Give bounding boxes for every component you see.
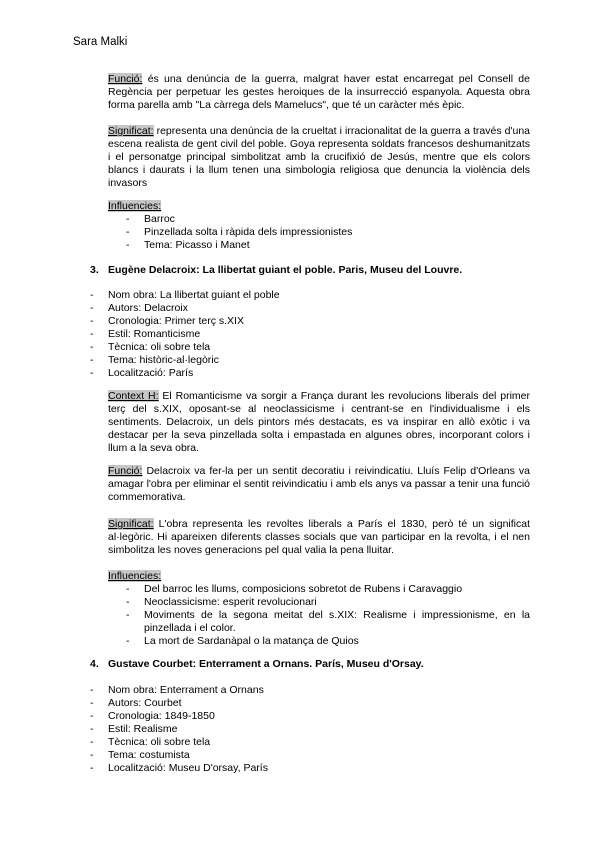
context-label: Context H: — [108, 390, 159, 402]
list-item: - Nom obra: Enterrament a Ornans — [90, 684, 264, 696]
list-item: - Localització: Museu D'orsay, París — [90, 762, 268, 774]
influence-item: - La mort de Sardanàpal o la matança de Quios — [126, 635, 359, 647]
list-item: - Autors: Delacroix — [90, 302, 188, 314]
significat-text: representa una denúncia de la crueltat i irracionalitat de la guerra a través d'una escena realista de gent civil del poble. Goya representa soldats francesos deshumanitzats i el personatge principal simbolitzat amb la crucifixió de Jesús, mentre que els colors blancs i daurats i la llum tenen una simbologia religiosa que denuncia la violència dels invasors — [108, 125, 530, 189]
list-item: - Tema: costumista — [90, 749, 190, 761]
list-item: - Estil: Realisme — [90, 723, 178, 735]
list-item: - Tècnica: oli sobre tela — [90, 736, 211, 748]
list-item: - Autors: Courbet — [90, 697, 182, 709]
section-heading-4: 4. Gustave Courbet: Enterrament a Ornans. París, Museu d'Orsay. — [90, 658, 424, 670]
list-item: - Cronologia: 1849-1850 — [90, 710, 215, 722]
influencies-label: Influencies: — [108, 570, 162, 582]
influencies-block-delacroix — [108, 570, 530, 648]
list-item: - Localització: París — [90, 367, 194, 379]
significat-paragraph-goya — [108, 125, 530, 190]
influence-item: - Del barroc les llums, composicions sobretot de Rubens i Caravaggio — [126, 583, 463, 595]
influence-item: - Pinzellada solta i ràpida dels impressionistes — [126, 226, 353, 238]
funcio-label: Funció: — [108, 465, 143, 477]
list-item: - Cronologia: Primer terç s.XIX — [90, 315, 244, 327]
funcio-label: Funció: — [108, 73, 143, 85]
funcio-paragraph-delacroix — [108, 465, 530, 504]
influencies-label: Influencies: — [108, 200, 162, 212]
funcio-paragraph-goya — [108, 73, 530, 112]
influence-item: - Tema: Picasso i Manet — [126, 239, 250, 251]
significat-label: Significat: — [108, 125, 154, 137]
artwork-details-list-3 — [90, 289, 280, 380]
influence-item: - Neoclassicisme: esperit revolucionari — [126, 596, 317, 608]
influence-item: - Barroc — [126, 213, 175, 225]
list-item: - Tècnica: oli sobre tela — [90, 341, 211, 353]
context-paragraph-delacroix — [108, 390, 530, 455]
author-header: Sara Malki — [73, 36, 128, 48]
influence-item: - Moviments de la segona meitat del s.XIX: Realisme i impressionisme, en la pinzellada i el color. — [126, 609, 530, 634]
section-heading-3: 3. Eugène Delacroix: La llibertat guiant el poble. Paris, Museu del Louvre. — [90, 264, 463, 276]
funcio-text: Delacroix va fer-la per un sentit decoratiu i reivindicatiu. Lluís Felip d'Orleans va amagar l'obra per eliminar el sentit reivindicatiu i amb els anys va passar a tenir una funció commemorativa. — [108, 465, 530, 503]
significat-label: Significat: — [108, 518, 154, 530]
artwork-details-list-4 — [90, 684, 268, 775]
significat-text: L'obra representa les revoltes liberals a París el 1830, però té un significat al·legòric. Hi apareixen diferents classes socials que van participar en la revolta, i el nen simbolitza les noves generacions pel qual valia la pena lluitar. — [108, 518, 530, 556]
context-text: El Romanticisme va sorgir a França durant les revolucions liberals del primer terç del s.XIX, oposant-se al neoclassicisme i centrant-se en l'individualisme i els sentiments. Delacroix, un dels pintors més destacats, es va inspirar en allò exòtic i va destacar per la seva pinzellada solta i empastada en algunes obres, incorporant colors i llum a la seva obra. — [108, 390, 530, 454]
list-item: - Nom obra: La llibertat guiant el poble — [90, 289, 280, 301]
funcio-text: és una denúncia de la guerra, malgrat haver estat encarregat pel Consell de Regència per perpetuar les gestes heroiques de la insurrecció espanyola. Aquesta obra forma parella amb "La càrrega dels Mamelucs", que té un caràcter més èpic. — [108, 73, 530, 111]
list-item: - Tema: històric-al·legòric — [90, 354, 219, 366]
influencies-block-goya — [108, 200, 530, 252]
significat-paragraph-delacroix — [108, 518, 530, 557]
list-item: - Estil: Romanticisme — [90, 328, 201, 340]
